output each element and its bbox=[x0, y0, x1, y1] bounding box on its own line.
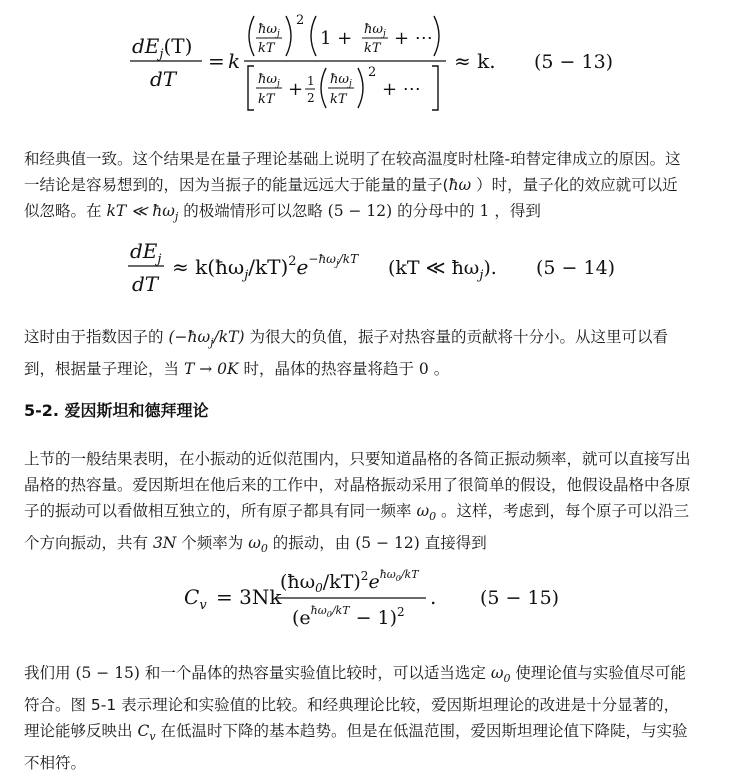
para1-line1: 和经典值一致。这个结果是在量子理论基础上说明了在较高温度时杜隆-珀替定律成立的原因。这 bbox=[24, 150, 681, 168]
eq13-n1-num: $ħ\omega_j$ bbox=[258, 22, 280, 39]
eq13-d-plus: + bbox=[288, 79, 304, 100]
eq13-approx: ≈ k. bbox=[454, 49, 496, 73]
eq13-d-dots: + ⋯ bbox=[382, 79, 421, 100]
eq13-n-dots: + ⋯ bbox=[394, 28, 433, 49]
para3-line1: 上节的一般结果表明，在小振动的近似范围内，只要知道晶格的各简正振动频率，就可以直接写出 bbox=[24, 450, 691, 468]
eq13-number: (5 − 13) bbox=[534, 51, 614, 73]
para2-line1: 这时由于指数因子的 $(-ħ\omega_j/kT)$ 为很大的负值，振子对热容量的贡献将十分小。从这里可以看 bbox=[24, 328, 668, 350]
eq15-den: $(e^{ħ\omega}0/kT - 1)^2$ bbox=[292, 604, 405, 629]
eq13-n2-num: $ħ\omega_j$ bbox=[364, 22, 386, 39]
paragraph-3 bbox=[24, 446, 714, 562]
eq13-k: k bbox=[228, 49, 241, 73]
eq13-d1-num: $ħ\omega_j$ bbox=[258, 72, 280, 89]
para3-line2: 晶格的热容量。爱因斯坦在他后来的工作中，对晶格振动采用了很简单的假设，他假设晶格中各原 bbox=[24, 476, 691, 494]
eq15-num: $(ħ\omega_0/kT)^2e^{ħ\omega}0/kT$ bbox=[280, 568, 419, 595]
para4-line3: 理论能够反映出 $C_v$ 在低温时下降的基本趋势。但是在低温范围，爱因斯坦理论值下降陡，与实验 bbox=[24, 722, 688, 744]
eq14-lhs-num: $dE_j$ bbox=[130, 239, 162, 267]
eq15-period: . bbox=[430, 585, 437, 609]
para3-line4: 个方向振动，共有 3N 个频率为 $\omega_0$ 的振动，由 (5 − 12) 直接得到 bbox=[24, 534, 487, 556]
eq13-d1-den: kT bbox=[258, 92, 275, 107]
eq15-equals: = 3Nk bbox=[216, 585, 282, 609]
eq13-n1-den: kT bbox=[258, 41, 275, 56]
equation-5-14 bbox=[120, 236, 620, 300]
eq14-body: ≈ $k(ħ\omega_j/kT)^2e^{-ħ\omega}j/kT$ bbox=[172, 252, 359, 283]
para3-line3: 子的振动可以看做相互独立的，所有原子都具有同一频率 $\omega_0$ 。这样，考虑到，每个原子可以沿三 bbox=[24, 502, 690, 524]
eq13-one-plus: 1 + bbox=[320, 28, 353, 49]
eq13-n2-den: kT bbox=[364, 41, 381, 56]
para1-line3: 似忽略。在 kT ≪ $ħ\omega_j$ 的极端情形可以忽略 (5 − 12) 的分母中的 1 ，得到 bbox=[24, 202, 541, 224]
para4-line4: 不相符。 bbox=[24, 754, 87, 773]
eq14-number: (5 − 14) bbox=[536, 257, 616, 279]
eq13-n1-sq: 2 bbox=[296, 13, 305, 28]
eq13-half-den: 2 bbox=[307, 91, 315, 105]
paragraph-2 bbox=[24, 324, 714, 382]
eq15-lhs: $C_v$ bbox=[184, 585, 207, 613]
equation-5-15 bbox=[180, 566, 620, 632]
para2-line2: 到，根据量子理论，当 T → 0K 时，晶体的热容量将趋于 0 。 bbox=[24, 360, 450, 379]
section-heading: 5-2. 爱因斯坦和德拜理论 bbox=[24, 401, 209, 420]
para4-line1: 我们用 (5 − 15) 和一个晶体的热容量实验值比较时，可以适当选定 $\omega_0$ 使理论值与实验值尽可能 bbox=[24, 664, 686, 686]
eq13-d2-sq: 2 bbox=[368, 65, 377, 80]
para1-line2: 一结论是容易想到的，因为当振子的能量远远大于能量的量子(ħω ）时，量子化的效应就可以近 bbox=[24, 176, 678, 194]
eq13-equals: = bbox=[208, 49, 225, 73]
eq13-d2-num: $ħ\omega_j$ bbox=[330, 72, 352, 89]
eq14-lhs-den: dT bbox=[132, 272, 159, 296]
paragraph-1 bbox=[24, 146, 714, 230]
eq14-cond: (kT ≪ $ħ\omega_j$). bbox=[388, 257, 497, 283]
equation-5-13 bbox=[120, 8, 620, 112]
paragraph-4 bbox=[24, 660, 714, 776]
eq13-lhs-den: dT bbox=[150, 67, 177, 91]
eq13-half-num: 1 bbox=[307, 74, 315, 88]
eq13-lhs-num: $dE_j(T)$ bbox=[132, 34, 193, 62]
para4-line2: 符合。图 5-1 表示理论和实验值的比较。和经典理论比较，爱因斯坦理论的改进是十分显著的， bbox=[24, 696, 680, 715]
eq15-number: (5 − 15) bbox=[480, 587, 560, 609]
eq13-d2-den: kT bbox=[330, 92, 347, 107]
